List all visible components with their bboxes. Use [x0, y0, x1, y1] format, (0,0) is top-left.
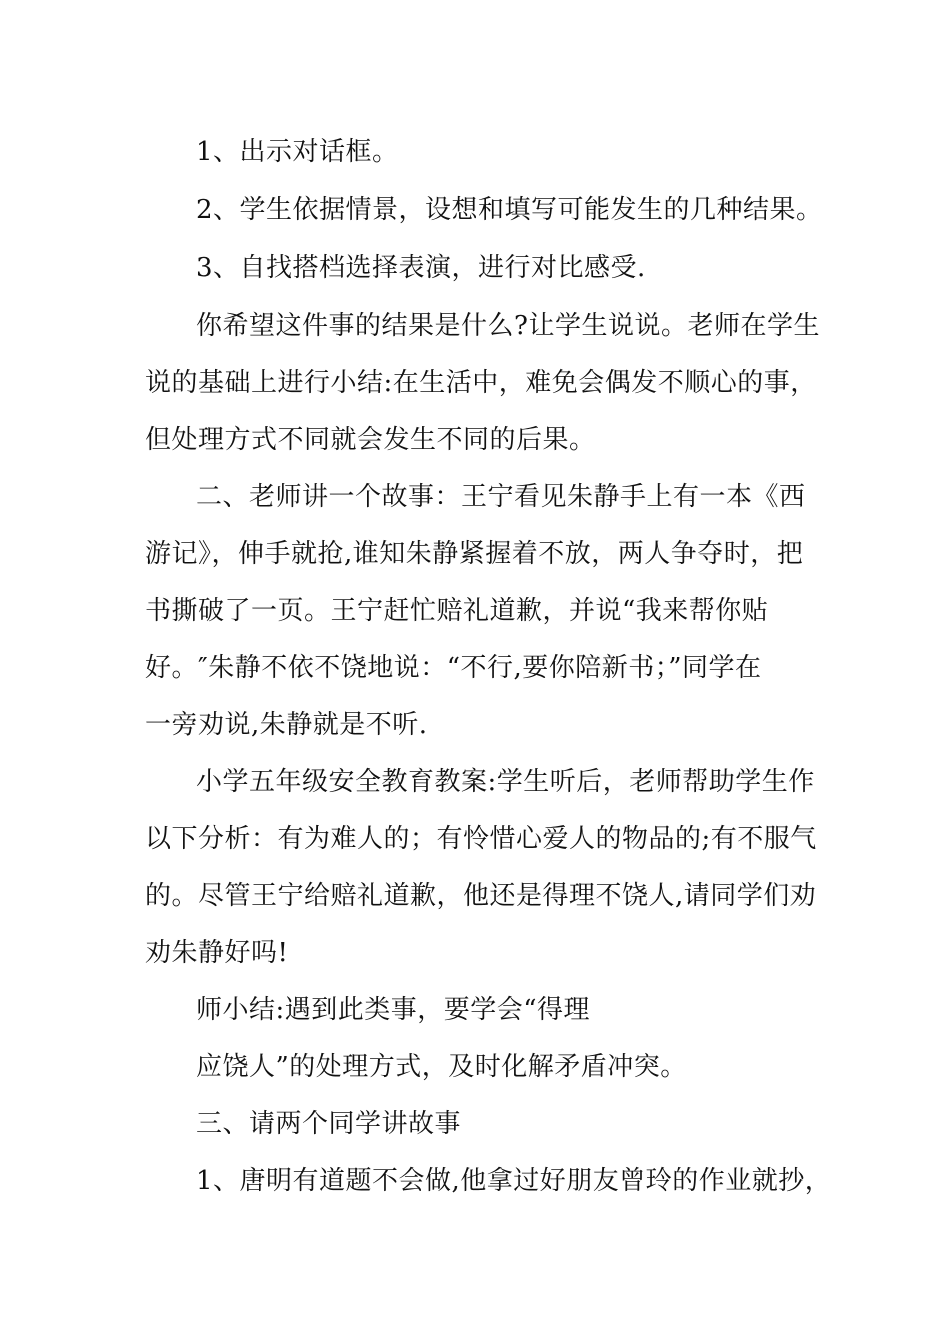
text-line: 二、老师讲一个故事：王宁看见朱静手上有一本《西 [196, 482, 806, 512]
text-line: 的。尽管王宁给赔礼道歉，他还是得理不饶人,请同学们劝 [145, 881, 817, 911]
text-line: 但处理方式不同就会发生不同的后果。 [145, 425, 596, 455]
text-line: 好。″朱静不依不饶地说：“不行,要你陪新书；”同学在 [145, 653, 762, 683]
text-line: 1、出示对话框。 [196, 137, 399, 167]
text-line: 2、学生依据情景，设想和填写可能发生的几种结果。 [196, 195, 823, 225]
text-line: 一旁劝说,朱静就是不听. [145, 710, 428, 740]
text-line: 师小结:遇到此类事，要学会“得理 [196, 995, 591, 1025]
text-line: 劝朱静好吗! [145, 938, 289, 968]
text-line: 小学五年级安全教育教案:学生听后，老师帮助学生作 [196, 767, 815, 797]
text-line: 说的基础上进行小结:在生活中，难免会偶发不顺心的事， [145, 368, 817, 398]
text-line: 应饶人”的处理方式，及时化解矛盾冲突。 [196, 1052, 687, 1082]
text-line: 以下分析：有为难人的；有怜惜心爱人的物品的;有不服气 [145, 824, 817, 854]
text-line: 1、唐明有道题不会做,他拿过好朋友曾玲的作业就抄， [196, 1166, 832, 1196]
text-line: 书撕破了一页。王宁赶忙赔礼道歉，并说“我来帮你贴 [145, 596, 769, 626]
text-line: 你希望这件事的结果是什么?让学生说说。老师在学生 [196, 311, 820, 341]
text-line: 游记》，伸手就抢,谁知朱静紧握着不放，两人争夺时，把 [145, 539, 804, 569]
text-line: 3、自找搭档选择表演，进行对比感受. [196, 253, 646, 283]
text-line: 三、请两个同学讲故事 [196, 1109, 462, 1139]
